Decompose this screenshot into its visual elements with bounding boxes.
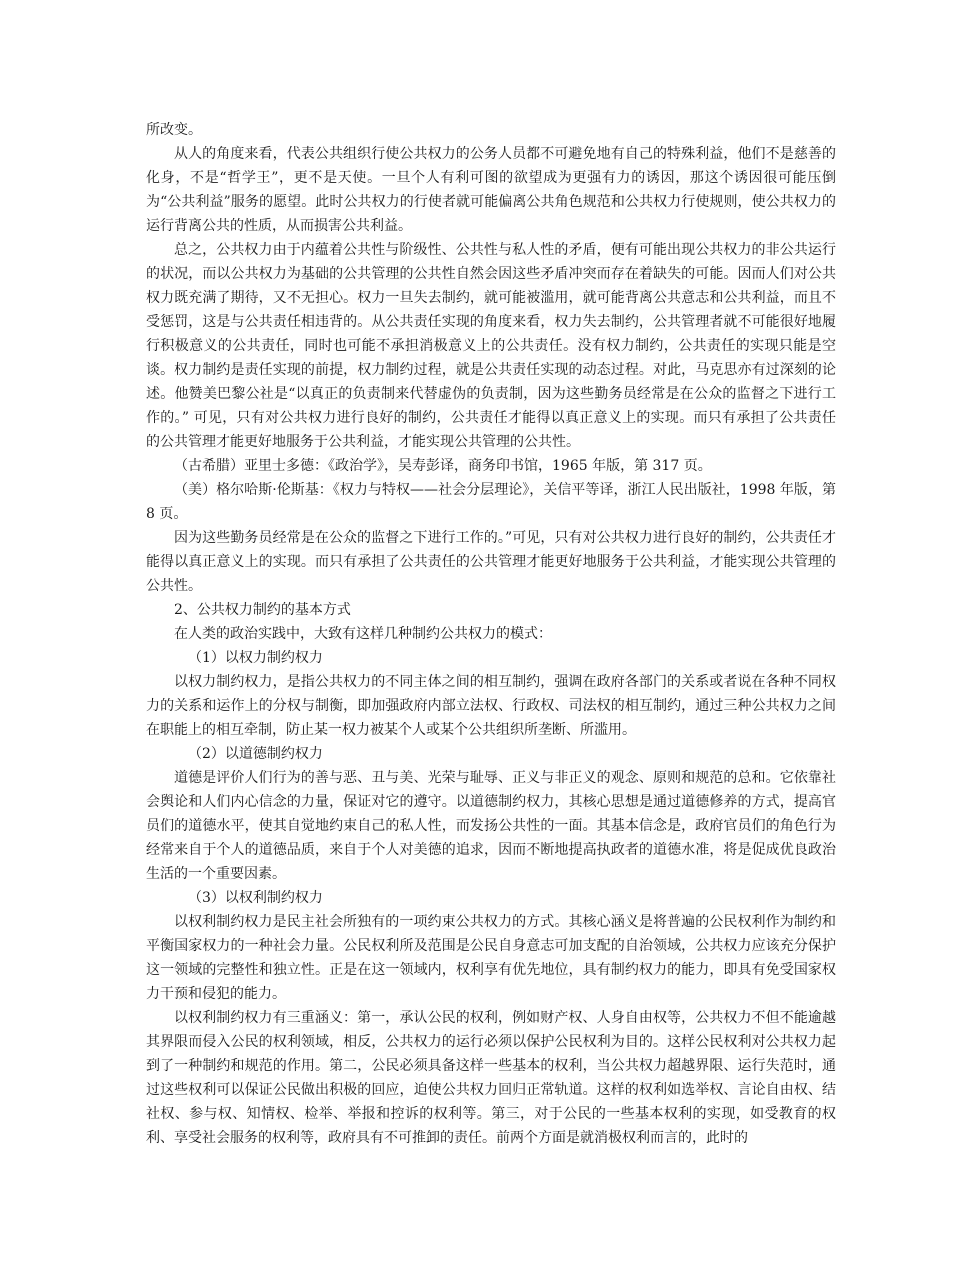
document-page — [146, 118, 836, 1150]
paragraph-power-by-power: 以权力制约权力，是指公共权力的不同主体之间的相互制约，强调在政府各部门的关系或者说在各种不同权力的关系和运作上的分权与制衡，即加强政府内部立法权、行政权、司法权的相互制约，通过三种公共权力之间在职能上的相互牵制，防止某一权力被某个人或某个公共组织所垄断、所滥用。 — [146, 674, 836, 738]
paragraph-repeated-quote: 因为这些勤务员经常是在公众的监督之下进行工作的。”可见，只有对公共权力进行良好的制约，公共责任才能得以真正意义上的实现。而只有承担了公共责任的公共管理才能更好地服务于公共利益，才能实现公共管理的公共性。 — [146, 530, 836, 594]
paragraph-continuation: 所改变。 — [146, 122, 202, 138]
paragraph-three-meanings: 以权利制约权力有三重涵义：第一，承认公民的权利，例如财产权、人身自由权等，公共权力不但不能逾越其界限而侵入公民的权利领域，相反，公共权力的运行必须以保护公民权利为目的。这样公民权利对公共权力起到了一种制约和规范的作用。第二，公民必须具备这样一些基本的权利，当公共权力超越界限、运行失范时，通过这些权利可以保证公民做出积极的回应，迫使公共权力回归正常轨道。这样的权利如选举权、言论自由权、结社权、参与权、知情权、检举、举报和控诉的权利等。第三，对于公民的一些基本权利的实现，如受教育的权利、享受社会服务的权利等，政府具有不可推卸的责任。前两个方面是就消极权利而言的，此时的 — [146, 1010, 836, 1146]
paragraph-summary: 总之，公共权力由于内蕴着公共性与阶级性、公共性与私人性的矛盾，便有可能出现公共权力的非公共运行的状况，而以公共权力为基础的公共管理的公共性自然会因这些矛盾冲突而存在着缺失的可能。因而人们对公共权力既充满了期待，又不无担心。权力一旦失去制约，就可能被滥用，就可能背离公共意志和公共利益，而且不受惩罚，这是与公共责任相违背的。从公共责任实现的角度来看，权力失去制约，公共管理者就不可能很好地履行积极意义的公共责任，同时也可能不承担消极意义上的公共责任。没有权力制约，公共责任的实现只能是空谈。权力制约是责任实现的前提，权力制约过程，就是公共责任实现的动态过程。对此，马克思亦有过深刻的论述。他赞美巴黎公社是“以真正的负责制来代替虚伪的负责制，因为这些勤务员经常是在公众的监督之下进行工作的。” 可见，只有对公共权力进行良好的制约，公共责任才能得以真正意义上的实现。而只有承担了公共责任的公共管理才能更好地服务于公共利益，才能实现公共管理的公共性。 — [146, 242, 836, 450]
subheading-power-by-power: （1）以权力制约权力 — [188, 650, 323, 666]
paragraph-modes-intro: 在人类的政治实践中，大致有这样几种制约公共权力的模式： — [174, 626, 552, 642]
paragraph-public-servant-interest: 从人的角度来看，代表公共组织行使公共权力的公务人员都不可避免地有自己的特殊利益，他们不是慈善的化身，不是“哲学王”，更不是天使。一旦个人有利可图的欲望成为更强有力的诱因，那这个诱因很可能压倒为“公共利益”服务的愿望。此时公共权力的行使者就可能偏离公共角色规范和公共权力行使规则，使公共权力的运行背离公共的性质，从而损害公共利益。 — [146, 146, 836, 234]
paragraph-power-by-rights: 以权利制约权力是民主社会所独有的一项约束公共权力的方式。其核心涵义是将普遍的公民权利作为制约和平衡国家权力的一种社会力量。公民权利所及范围是公民自身意志可加支配的自治领域，公共权力应该充分保护这一领域的完整性和独立性。正是在这一领域内，权利享有优先地位，具有制约权力的能力，即具有免受国家权力干预和侵犯的能力。 — [146, 914, 836, 1002]
subheading-power-by-morality: （2）以道德制约权力 — [188, 746, 323, 762]
section-heading-basic-methods: 2、公共权力制约的基本方式 — [174, 602, 351, 618]
footnote-aristotle: （古希腊）亚里士多德：《政治学》，吴寿彭译，商务印书馆，1965 年版，第 317 页。 — [174, 458, 712, 474]
paragraph-power-by-morality: 道德是评价人们行为的善与恶、丑与美、光荣与耻辱、正义与非正义的观念、原则和规范的总和。它依靠社会舆论和人们内心信念的力量，保证对它的遵守。以道德制约权力，其核心思想是通过道德修养的方式，提高官员们的道德水平，使其自觉地约束自己的私人性，而发扬公共性的一面。其基本信念是，政府官员们的角色行为经常来自于个人的道德品质，来自于个人对美德的追求，因而不断地提高执政者的道德水准，将是促成优良政治生活的一个重要因素。 — [146, 770, 836, 882]
footnote-lenski: （美）格尔哈斯·伦斯基：《权力与特权——社会分层理论》，关信平等译，浙江人民出版社，1998 年版，第 8 页。 — [146, 482, 836, 522]
subheading-power-by-rights: （3）以权利制约权力 — [188, 890, 323, 906]
